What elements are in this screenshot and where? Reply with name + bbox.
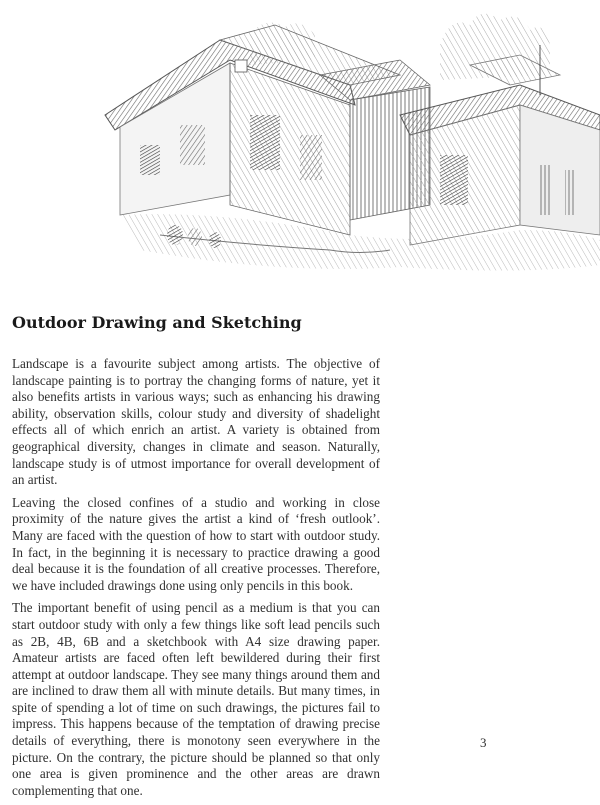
body-text <box>12 356 380 805</box>
paragraph: Landscape is a favourite subject among artists. The objective of landscape painting is to portray the changing forms of nature, yet it also benefits artists in various ways; such as enhancing his drawing ability, observation skills, colour study and diversity of shadelight effects all of which enrich an artist. A variety is obtained from geographical diversity, changes in climate and season. Naturally, landscape study is of utmost importance for overall development of an artist. <box>12 356 380 488</box>
village-houses-pencil-sketch <box>100 5 600 290</box>
page-title: Outdoor Drawing and Sketching <box>12 313 302 332</box>
paragraph: The important benefit of using pencil as a medium is that you can start outdoor study with only a few things like soft lead pencils such as 2B, 4B, 6B and a sketchbook with A4 size drawing paper. Amateur artists are faced often left bewildered during their first attempt at outdoor landscape. They see many things around them and are inclined to draw them all with minute details. But many times, in spite of spending a lot of time on such drawings, the pictures fail to impress. This happens because of the temptation of drawing precise details of everything, there is monotony seen everywhere in the picture. On the contrary, the picture should be planned so that only one area is given prominence and the other areas are drawn complementing that one. <box>12 600 380 798</box>
page-number: 3 <box>480 735 487 750</box>
paragraph: Leaving the closed confines of a studio and working in close proximity of the nature gives the artist a kind of ‘fresh outlook’. Many are faced with the question of how to start with outdoor study. In fact, in the beginning it is necessary to practice drawing a good deal because it is the foundation of all creative processes. Therefore, we have included drawings done using only pencils in this book. <box>12 494 380 593</box>
